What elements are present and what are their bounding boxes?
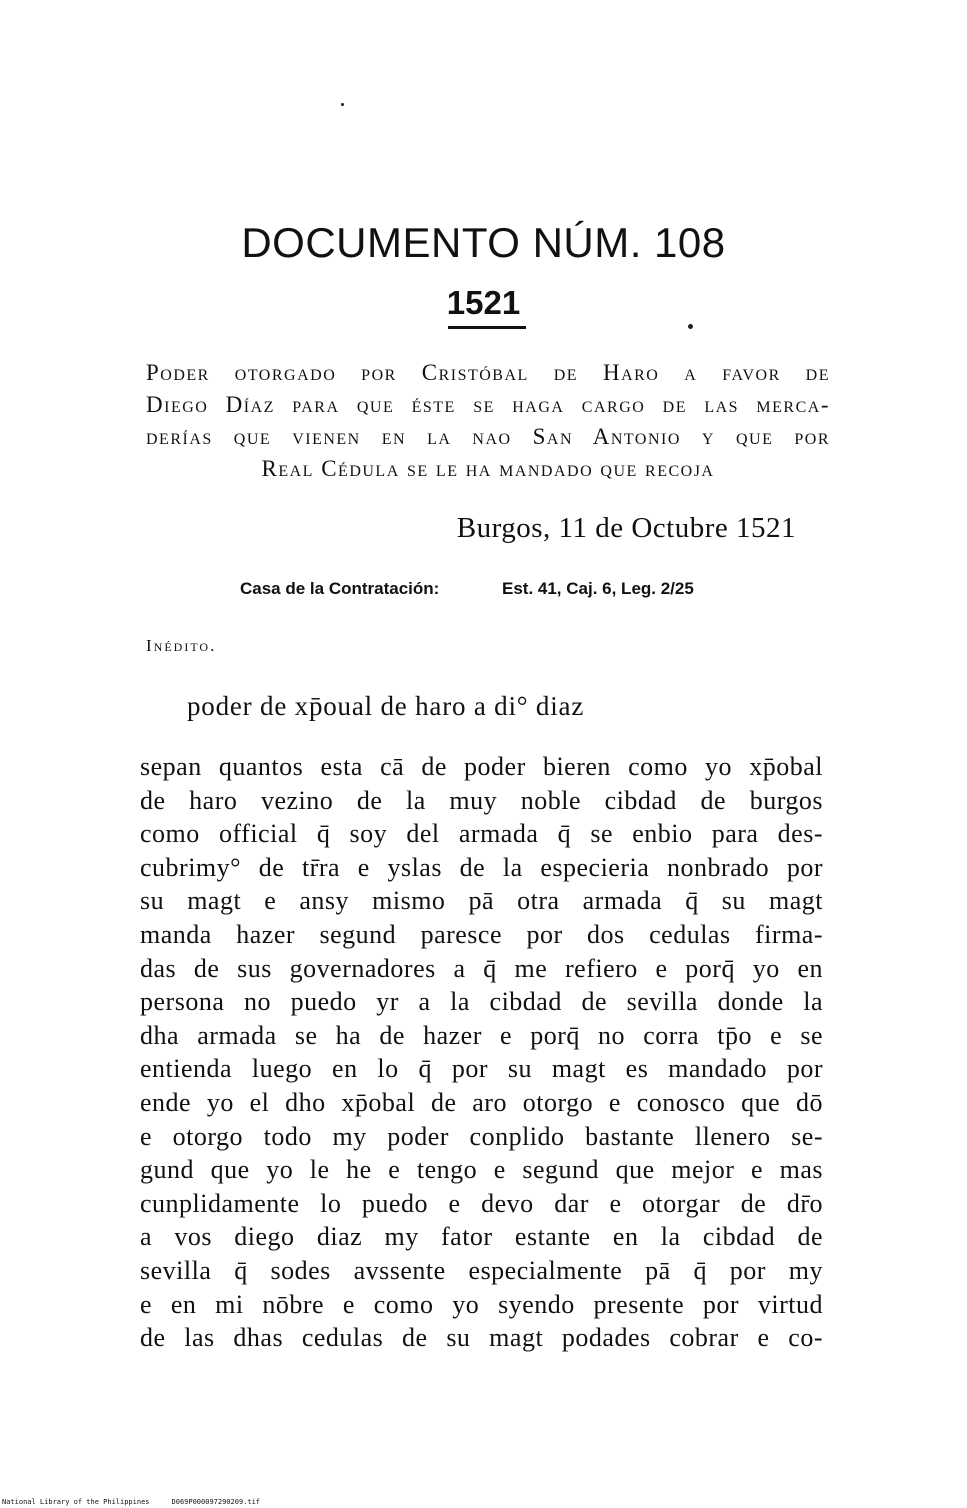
body-line: como official q̄ soy del armada q̄ se enbio para des- xyxy=(140,819,823,849)
archive-source-label: Casa de la Contratación: xyxy=(240,579,440,598)
scan-footer-library: National Library of the Philippines xyxy=(2,1498,150,1506)
document-title: DOCUMENTO NÚM. 108 xyxy=(241,219,726,266)
body-line: e otorgo todo my poder conplido bastante llenero se- xyxy=(140,1121,823,1151)
place-date: Burgos, 11 de Octubre 1521 xyxy=(456,512,796,544)
body-line: persona no puedo yr a la cibdad de sevilla donde la xyxy=(140,987,823,1017)
scan-footer-file: D069P000097290209.tif xyxy=(171,1498,261,1506)
archive-source-reference: Est. 41, Caj. 6, Leg. 2/25 xyxy=(502,579,694,598)
body-line: su magt e ansy mismo pā otra armada q̄ su magt xyxy=(140,886,823,916)
body-line: e en mi nōbre e como yo syendo presente por virtud xyxy=(140,1289,823,1319)
body-line: ende yo el dho xp̄obal de aro otorgo e conosco que dō xyxy=(140,1087,823,1117)
summary-line: derías que vienen en la nao San Antonio y que por xyxy=(146,424,830,449)
summary-line: Real Cédula se le ha mandado que recoja xyxy=(261,456,715,481)
body-line: cunplidamente lo puedo e devo dar e otorgar de dr̄o xyxy=(140,1188,823,1218)
body-line: a vos diego diaz my fator estante en la cibdad de xyxy=(140,1222,823,1252)
transcription-heading: poder de xp̄oual de haro a di° diaz xyxy=(187,691,585,721)
print-speck xyxy=(688,324,693,329)
body-line: gund que yo le he e tengo e segund que mejor e mas xyxy=(140,1155,823,1185)
body-line: de haro vezino de la muy noble cibdad de burgos xyxy=(140,785,823,815)
body-line: manda hazer segund paresce por dos cedulas firma- xyxy=(140,919,823,949)
document-year: 1521 xyxy=(446,284,521,321)
print-speck xyxy=(341,103,344,106)
archive-source xyxy=(240,577,694,601)
body-line: dha armada se ha de hazer e porq̄ no corra tp̄o e se xyxy=(140,1020,823,1050)
year-underline xyxy=(448,326,526,329)
scan-footer xyxy=(2,1498,260,1507)
body-line: cubrimy° de tr̄ra e yslas de la especieria nonbrado por xyxy=(140,852,823,882)
summary-line: Diego Díaz para que éste se haga cargo de las merca- xyxy=(146,392,830,417)
body-line: das de sus governadores a q̄ me refiero e porq̄ yo en xyxy=(140,953,823,983)
publication-status: Inédito. xyxy=(146,636,217,655)
body-line: sevilla q̄ sodes avssente especialmente pā q̄ por my xyxy=(140,1255,823,1285)
transcription-body xyxy=(140,750,823,1355)
document-summary xyxy=(146,357,830,485)
body-line: sepan quantos esta cā de poder bieren como yo xp̄obal xyxy=(140,752,823,781)
body-line: entienda luego en lo q̄ por su magt es mandado por xyxy=(140,1054,823,1084)
body-line: de las dhas cedulas de su magt podades cobrar e co- xyxy=(140,1323,823,1353)
summary-line: Poder otorgado por Cristóbal de Haro a favor de xyxy=(146,360,830,385)
